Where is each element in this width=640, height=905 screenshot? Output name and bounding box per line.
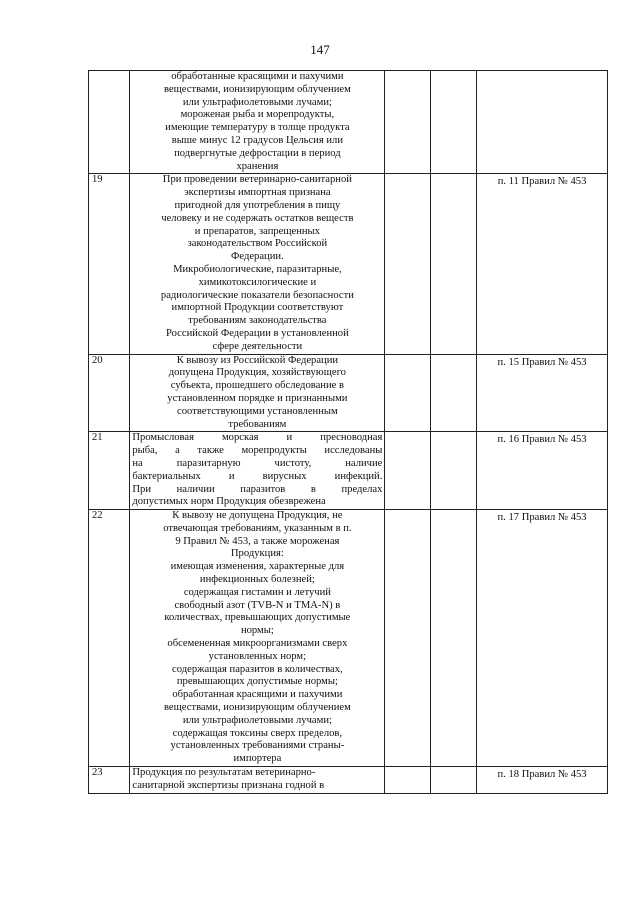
text-line: химикотоксилогические и <box>198 276 317 288</box>
text-line: обсемененная микроорганизмами сверх <box>167 638 348 650</box>
text-line: допущена Продукция, хозяйствующего <box>168 367 346 379</box>
rule-reference <box>477 71 608 174</box>
row-number: 22 <box>89 510 130 767</box>
text-line: радиологические показатели безопасности <box>160 289 354 301</box>
text-line: или ультрафиолетовыми лучами; <box>182 96 332 108</box>
table-row <box>89 174 608 354</box>
text-line: обработанные красящими и пахучими <box>171 71 344 82</box>
text-line: К вывозу не допущена Продукция, не <box>172 510 343 522</box>
rule-reference: п. 17 Правил № 453 <box>477 510 608 767</box>
text-line: подвергнутые дефростации в период <box>174 147 341 159</box>
text-line: человеку и не содержать остатков веществ <box>161 212 354 224</box>
table-body <box>89 71 608 794</box>
text-line: установленных норм; <box>208 650 307 662</box>
text-line: содержащая токсины сверх пределов, <box>172 727 343 739</box>
empty-cell-a <box>385 767 431 794</box>
text-line: содержащая гистамин и летучий <box>183 586 331 598</box>
requirement-text <box>130 174 385 354</box>
text-line: допустимых норм Продукция обезврежена <box>132 496 326 508</box>
text-line: импортера <box>233 753 282 765</box>
text-line: имеющие температуру в толще продукта <box>165 122 350 134</box>
rule-reference: п. 16 Правил № 453 <box>477 432 608 510</box>
text-line: на паразитарную чистоту, наличие <box>132 457 383 469</box>
requirement-text <box>130 510 385 767</box>
empty-cell-b <box>431 71 477 174</box>
table-row <box>89 510 608 767</box>
empty-cell-b <box>431 767 477 794</box>
row-number: 23 <box>89 767 130 794</box>
text-line: требованиям законодательства <box>188 315 327 327</box>
text-line: рыба, а также морепродукты исследованы <box>132 445 383 457</box>
text-line: или ультрафиолетовыми лучами; <box>182 714 332 726</box>
text-line: Продукция по результатам ветеринарно- <box>132 767 316 779</box>
text-line: бактериальных и вирусных инфекций. <box>132 470 383 482</box>
text-line: содержащая паразитов в количествах, <box>172 663 343 675</box>
text-line: веществами, ионизирующим облучением <box>163 83 351 95</box>
row-number <box>89 71 130 174</box>
empty-cell-a <box>385 510 431 767</box>
empty-cell-a <box>385 174 431 354</box>
table-row <box>89 71 608 174</box>
empty-cell-a <box>385 354 431 432</box>
text-line: законодательством Российской <box>187 238 328 250</box>
rule-reference: п. 18 Правил № 453 <box>477 767 608 794</box>
text-line: пригодной для употребления в пищу <box>174 199 341 211</box>
empty-cell-b <box>431 354 477 432</box>
row-number: 19 <box>89 174 130 354</box>
text-line: имеющая изменения, характерные для <box>170 561 345 573</box>
empty-cell-a <box>385 71 431 174</box>
text-line: При наличии паразитов в пределах <box>132 483 383 495</box>
requirement-text <box>130 767 385 794</box>
text-line: субъекта, прошедшего обследование в <box>170 380 344 392</box>
text-line: импортной Продукции соответствуют <box>171 302 344 314</box>
text-line: свободный азот (TVB-N и TMA-N) в <box>174 599 341 611</box>
text-line: требованиям <box>228 418 287 430</box>
empty-cell-a <box>385 432 431 510</box>
table-row <box>89 354 608 432</box>
text-line: соответствующими установленным <box>177 405 338 417</box>
text-line: выше минус 12 градусов Цельсия или <box>171 134 343 146</box>
text-line: установленных требованиями страны- <box>170 740 345 752</box>
requirement-text <box>130 432 385 510</box>
text-line: обработанная красящими и пахучими <box>172 689 343 701</box>
text-line: количествах, превышающих допустимые <box>164 612 351 624</box>
text-line: и препаратов, запрещенных <box>194 225 320 237</box>
text-line: инфекционных болезней; <box>199 574 315 586</box>
text-line: Микробиологические, паразитарные, <box>173 263 342 275</box>
text-line: отвечающая требованиям, указанным в п. <box>163 522 352 534</box>
empty-cell-b <box>431 510 477 767</box>
text-line: Российской Федерации в установленной <box>165 327 349 339</box>
text-line: К вывозу из Российской Федерации <box>176 354 339 366</box>
text-line: нормы; <box>240 625 274 637</box>
text-line: хранения <box>236 160 279 172</box>
rule-reference: п. 15 Правил № 453 <box>477 354 608 432</box>
page-number: 147 <box>310 42 330 57</box>
requirement-text <box>130 354 385 432</box>
text-line: Продукция: <box>230 548 284 560</box>
row-number: 20 <box>89 354 130 432</box>
empty-cell-b <box>431 174 477 354</box>
text-line: 9 Правил № 453, а также мороженая <box>175 535 340 547</box>
text-line: сфере деятельности <box>212 340 303 352</box>
empty-cell-b <box>431 432 477 510</box>
table-row <box>89 432 608 510</box>
requirements-table <box>88 70 608 794</box>
text-line: мороженая рыба и морепродукты, <box>180 109 335 121</box>
text-line: санитарной экспертизы признана годной в <box>132 779 325 791</box>
text-line: установленном порядке и признанными <box>167 392 348 404</box>
text-line: веществами, ионизирующим облучением <box>163 702 351 714</box>
table-row <box>89 767 608 794</box>
requirement-text <box>130 71 385 174</box>
text-line: экспертизы импортная признана <box>184 187 331 199</box>
row-number: 21 <box>89 432 130 510</box>
text-line: Промысловая морская и пресноводная <box>132 432 383 444</box>
text-line: При проведении ветеринарно-санитарной <box>162 174 352 186</box>
text-line: Федерации. <box>231 251 284 263</box>
text-line: превышающих допустимые нормы; <box>176 676 338 688</box>
rule-reference: п. 11 Правил № 453 <box>477 174 608 354</box>
